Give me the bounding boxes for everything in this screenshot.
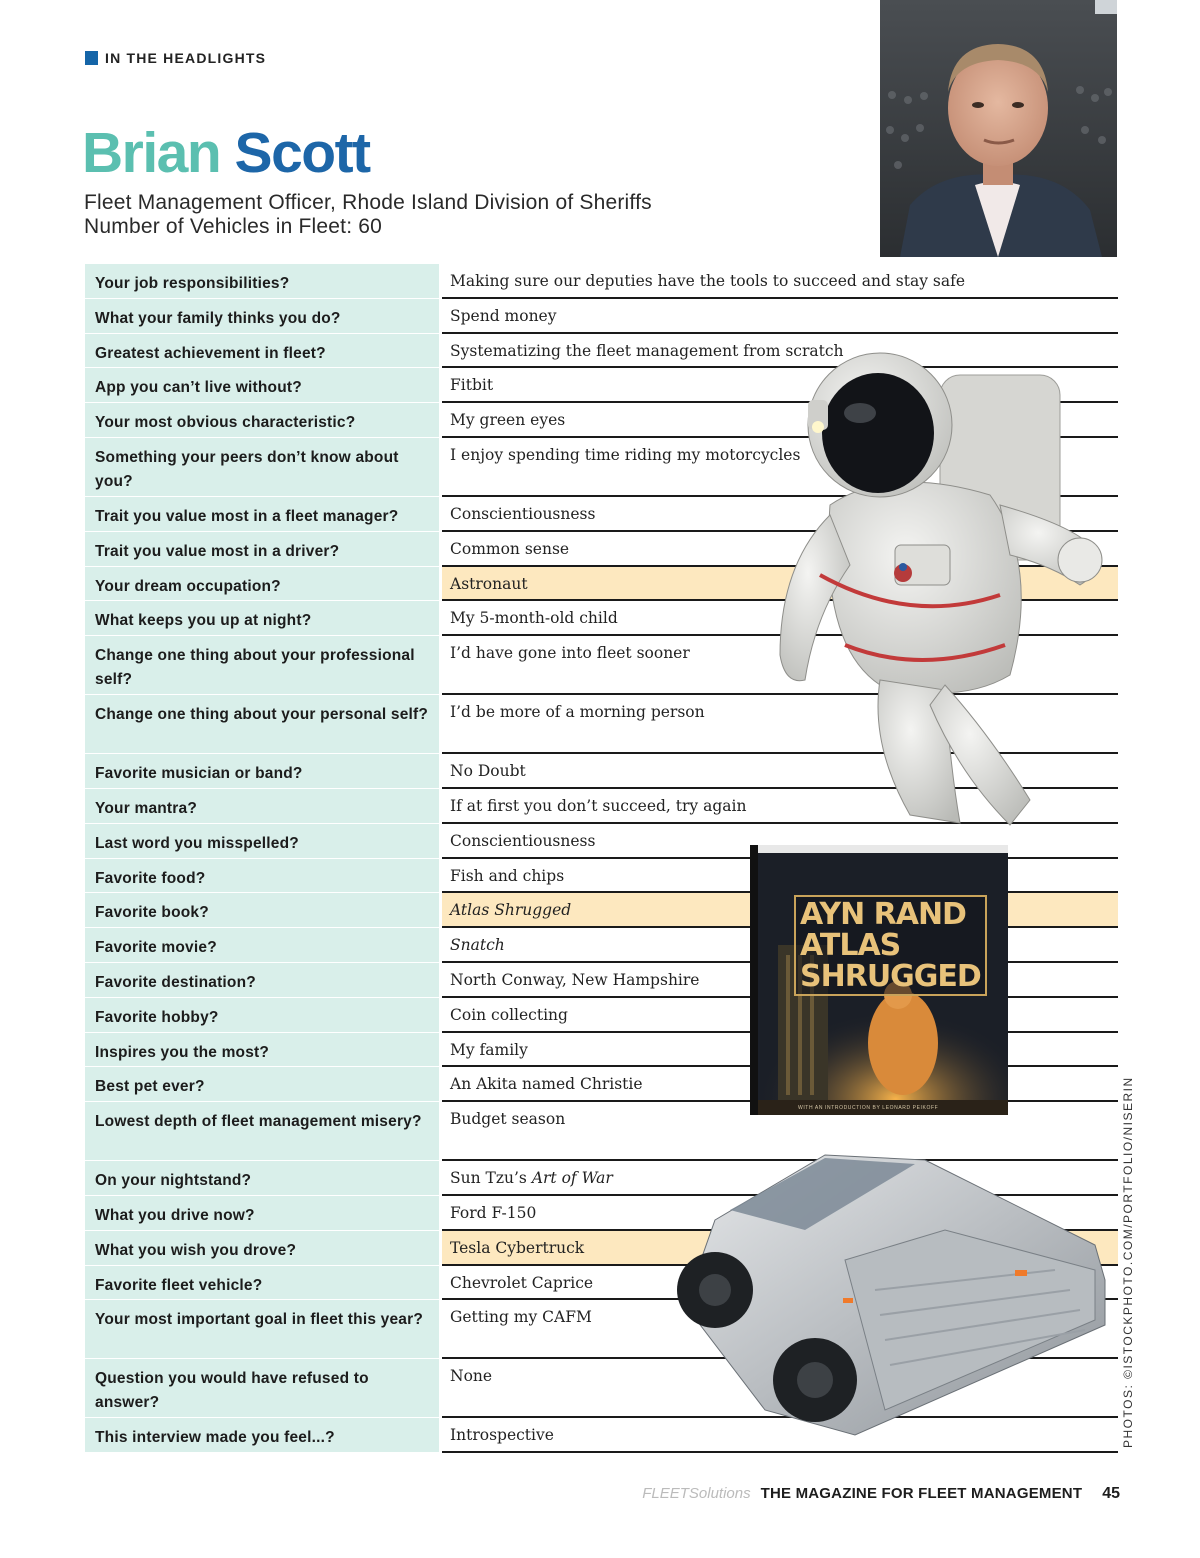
answer-text: Atlas Shrugged bbox=[450, 901, 572, 920]
answer-text: Tesla Cybertruck bbox=[450, 1238, 585, 1257]
answer-text: Ford F-150 bbox=[450, 1203, 537, 1222]
answer-text: North Conway, New Hampshire bbox=[450, 970, 700, 989]
answer-text: An Akita named Christie bbox=[450, 1075, 643, 1094]
question-cell: What you wish you drove? bbox=[85, 1231, 439, 1265]
first-name: Brian bbox=[82, 121, 221, 185]
question-cell: Favorite destination? bbox=[85, 963, 439, 997]
answer-cell bbox=[442, 264, 1118, 299]
book-title-line2: SHRUGGED bbox=[800, 959, 981, 994]
answer-text: Making sure our deputies have the tools to succeed and stay safe bbox=[450, 272, 966, 290]
answer-text: I’d have gone into fleet sooner bbox=[450, 644, 690, 663]
answer-text: My green eyes bbox=[450, 411, 566, 430]
question-cell: Greatest achievement in fleet? bbox=[85, 334, 439, 368]
job-title: Fleet Management Officer, Rhode Island Division of Sheriffs bbox=[84, 191, 652, 214]
question-cell: What keeps you up at night? bbox=[85, 601, 439, 635]
question-cell: Question you would have refused to answer? bbox=[85, 1359, 439, 1417]
cybertruck-illustration bbox=[675, 1150, 1120, 1440]
question-cell: Favorite fleet vehicle? bbox=[85, 1266, 439, 1300]
book-title-line1: ATLAS bbox=[800, 928, 901, 963]
profile-subtitle bbox=[84, 191, 652, 239]
answer-text: If at first you don’t succeed, try again bbox=[450, 796, 747, 815]
qa-row bbox=[85, 264, 1118, 299]
portrait-illustration bbox=[880, 0, 1117, 257]
answer-text: Introspective bbox=[450, 1426, 554, 1445]
answer-text: My family bbox=[450, 1040, 528, 1059]
answer-text: I enjoy spending time riding my motorcycles bbox=[450, 445, 801, 464]
question-cell: Favorite movie? bbox=[85, 928, 439, 962]
question-cell: Trait you value most in a driver? bbox=[85, 532, 439, 566]
answer-text: I’d be more of a morning person bbox=[450, 703, 705, 722]
book-intro-line: WITH AN INTRODUCTION BY LEONARD PEIKOFF bbox=[798, 1105, 939, 1111]
fleet-size: Number of Vehicles in Fleet: 60 bbox=[84, 215, 383, 238]
question-cell: Your job responsibilities? bbox=[85, 264, 439, 298]
book-title-block bbox=[794, 895, 987, 996]
answer-text: Coin collecting bbox=[450, 1005, 568, 1024]
section-tag bbox=[85, 50, 266, 66]
answer-text: Budget season bbox=[450, 1110, 566, 1129]
answer-text: Conscientiousness bbox=[450, 504, 596, 523]
question-cell: On your nightstand? bbox=[85, 1161, 439, 1195]
answer-text: Conscientiousness bbox=[450, 831, 596, 850]
question-cell: Favorite book? bbox=[85, 893, 439, 927]
question-cell: Best pet ever? bbox=[85, 1067, 439, 1101]
question-cell: Trait you value most in a fleet manager? bbox=[85, 497, 439, 531]
question-cell: Change one thing about your personal self? bbox=[85, 695, 439, 753]
question-cell: Favorite musician or band? bbox=[85, 754, 439, 788]
profile-name bbox=[82, 118, 370, 188]
page-number: 45 bbox=[1102, 1485, 1120, 1502]
answer-cell bbox=[442, 299, 1118, 334]
question-cell: Favorite hobby? bbox=[85, 998, 439, 1032]
question-cell: Your most obvious characteristic? bbox=[85, 403, 439, 437]
answer-text: Spend money bbox=[450, 306, 557, 325]
answer-text: Fish and chips bbox=[450, 866, 565, 885]
qa-row bbox=[85, 299, 1118, 334]
photo-credit: PHOTOS: ©ISTOCKPHOTO.COM/PORTFOLIO/NISERIN bbox=[1121, 1076, 1135, 1448]
answer-text: None bbox=[450, 1367, 493, 1386]
question-cell: What your family thinks you do? bbox=[85, 299, 439, 333]
question-cell: Your dream occupation? bbox=[85, 567, 439, 601]
answer-text: My 5-month-old child bbox=[450, 609, 618, 628]
answer-text: Fitbit bbox=[450, 376, 494, 395]
answer-text: Chevrolet Caprice bbox=[450, 1273, 594, 1292]
question-cell: This interview made you feel...? bbox=[85, 1418, 439, 1452]
question-cell: Change one thing about your professional self? bbox=[85, 636, 439, 694]
book-cover-illustration bbox=[750, 845, 1008, 1115]
question-cell: Lowest depth of fleet management misery? bbox=[85, 1102, 439, 1160]
question-cell: Inspires you the most? bbox=[85, 1033, 439, 1067]
question-cell: Your mantra? bbox=[85, 789, 439, 823]
question-cell: Last word you misspelled? bbox=[85, 824, 439, 858]
question-cell: Your most important goal in fleet this year? bbox=[85, 1300, 439, 1358]
answer-text: Sun Tzu’s bbox=[450, 1169, 532, 1188]
answer-text: Getting my CAFM bbox=[450, 1308, 592, 1327]
answer-text: Snatch bbox=[450, 936, 505, 955]
answer-text: No Doubt bbox=[450, 762, 526, 781]
magazine-name: FLEETSolutions bbox=[642, 1485, 751, 1502]
astronaut-illustration bbox=[760, 345, 1130, 830]
portrait-photo bbox=[880, 0, 1117, 257]
question-cell: Favorite food? bbox=[85, 859, 439, 893]
answer-text: Astronaut bbox=[450, 574, 528, 593]
section-tag-square bbox=[85, 51, 98, 65]
question-cell: What you drive now? bbox=[85, 1196, 439, 1230]
page-footer bbox=[642, 1485, 1120, 1503]
magazine-tagline: THE MAGAZINE FOR FLEET MANAGEMENT bbox=[760, 1485, 1083, 1502]
answer-text: Systematizing the fleet management from scratch bbox=[450, 341, 844, 360]
answer-text: Common sense bbox=[450, 539, 570, 558]
question-cell: App you can’t live without? bbox=[85, 368, 439, 402]
last-name: Scott bbox=[234, 121, 370, 185]
section-tag-label: IN THE HEADLIGHTS bbox=[105, 50, 267, 66]
book-author: AYN RAND bbox=[800, 897, 966, 932]
answer-text-italic: Art of War bbox=[531, 1169, 613, 1188]
question-cell: Something your peers don’t know about you? bbox=[85, 438, 439, 496]
